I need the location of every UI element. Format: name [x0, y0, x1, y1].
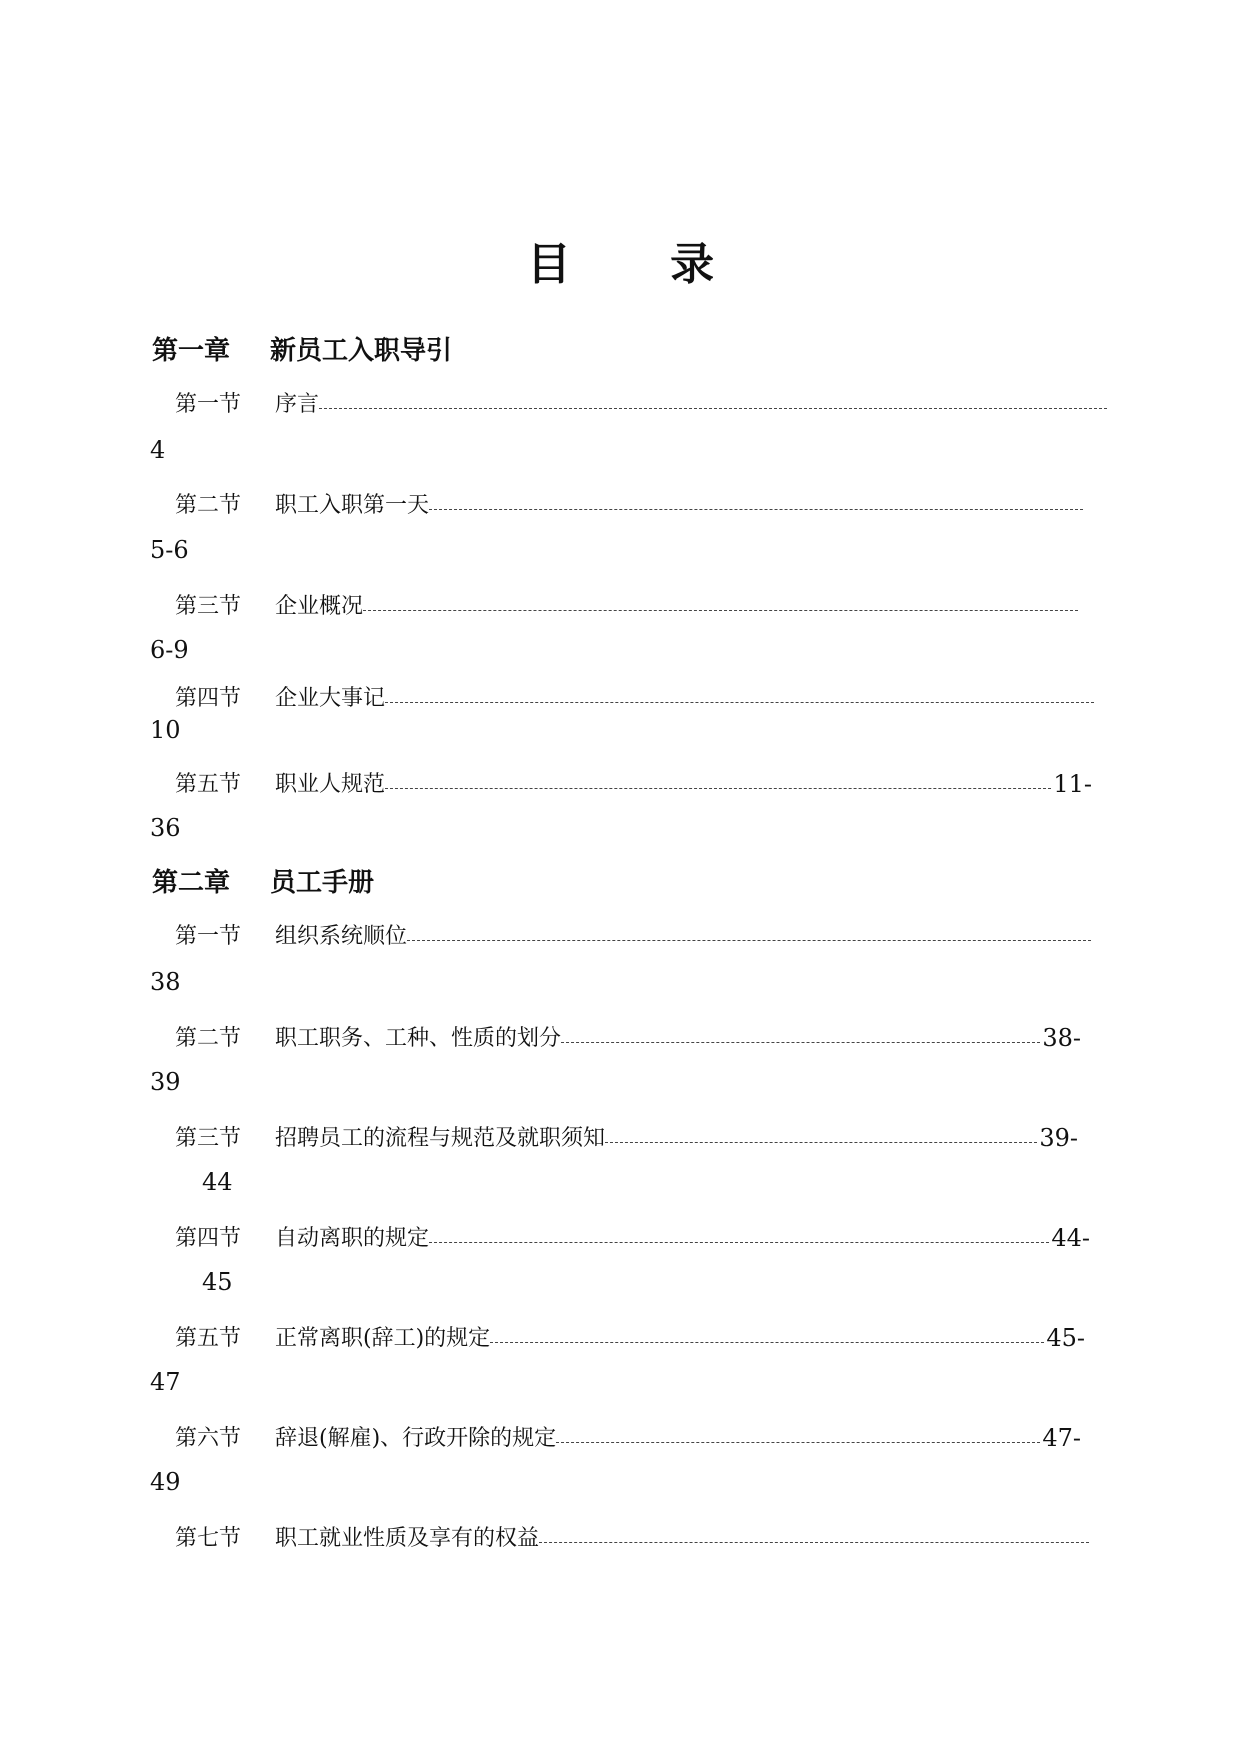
page-number: 39-	[1039, 1124, 1078, 1152]
section-number: 第四节	[175, 686, 242, 711]
section-number: 第五节	[175, 1326, 242, 1351]
page-number: 49	[150, 1468, 181, 1496]
section-number: 第五节	[175, 772, 242, 797]
toc-entry[interactable]	[175, 1018, 1081, 1052]
page-number: 11-	[1053, 770, 1092, 798]
section-title: 职工职务、工种、性质的划分	[275, 1026, 562, 1051]
toc-entry[interactable]	[175, 1318, 1085, 1352]
section-title: 职业人规范	[275, 772, 386, 797]
dot-leader	[490, 1342, 1044, 1343]
chapter-1-heading	[152, 330, 452, 367]
page-number: 47-	[1042, 1424, 1081, 1452]
toc-entry[interactable]	[175, 678, 1094, 712]
page-number: 38	[150, 968, 181, 996]
section-number: 第七节	[175, 1526, 242, 1551]
section-title: 辞退(解雇)、行政开除的规定	[275, 1426, 557, 1451]
section-title: 企业概况	[275, 594, 364, 619]
dot-leader	[385, 788, 1051, 789]
dot-leader	[319, 408, 1107, 409]
section-number: 第三节	[175, 1126, 242, 1151]
page-number: 5-6	[150, 536, 189, 564]
toc-entry[interactable]	[175, 586, 1078, 620]
page-number: 44-	[1051, 1224, 1090, 1252]
toc-entry[interactable]	[175, 485, 1083, 519]
page-number: 4	[150, 436, 166, 464]
dot-leader	[561, 1042, 1040, 1043]
dot-leader	[407, 940, 1091, 941]
section-number: 第三节	[175, 594, 242, 619]
toc-entry[interactable]	[175, 1418, 1081, 1452]
section-number: 第一节	[175, 392, 242, 417]
toc-title: 目 录	[526, 239, 757, 290]
dot-leader	[605, 1142, 1037, 1143]
page-number: 47	[150, 1368, 181, 1396]
chapter-2-heading	[152, 862, 374, 899]
chapter-title: 员工手册	[270, 868, 375, 898]
dot-leader	[539, 1542, 1089, 1543]
toc-entry[interactable]	[175, 1118, 1078, 1152]
dot-leader	[363, 610, 1078, 611]
section-number: 第一节	[175, 924, 242, 949]
chapter-title: 新员工入职导引	[270, 336, 453, 366]
section-title: 职工入职第一天	[275, 493, 430, 518]
toc-entry[interactable]	[175, 916, 1091, 950]
section-number: 第四节	[175, 1226, 242, 1251]
dot-leader	[429, 509, 1083, 510]
section-title: 招聘员工的流程与规范及就职须知	[275, 1126, 606, 1151]
page-number: 44	[202, 1168, 233, 1196]
toc-entry[interactable]	[175, 384, 1107, 418]
page-number: 38-	[1042, 1024, 1081, 1052]
page-number: 6-9	[150, 636, 189, 664]
page-number: 39	[150, 1068, 181, 1096]
toc-entry[interactable]	[175, 764, 1092, 798]
section-number: 第二节	[175, 1026, 242, 1051]
page-number: 36	[150, 814, 181, 842]
section-title: 组织系统顺位	[275, 924, 408, 949]
chapter-number: 第二章	[152, 868, 231, 898]
page-number: 45-	[1046, 1324, 1085, 1352]
dot-leader	[556, 1442, 1040, 1443]
page-number: 45	[202, 1268, 233, 1296]
page-number: 10	[150, 716, 181, 744]
chapter-number: 第一章	[152, 336, 231, 366]
section-number: 第六节	[175, 1426, 242, 1451]
section-title: 正常离职(辞工)的规定	[275, 1326, 491, 1351]
section-title: 职工就业性质及享有的权益	[275, 1526, 540, 1551]
section-title: 序言	[275, 392, 320, 417]
dot-leader	[429, 1242, 1049, 1243]
section-title: 企业大事记	[275, 686, 386, 711]
section-number: 第二节	[175, 493, 242, 518]
section-title: 自动离职的规定	[275, 1226, 430, 1251]
toc-entry[interactable]	[175, 1518, 1089, 1552]
toc-entry[interactable]	[175, 1218, 1090, 1252]
dot-leader	[385, 702, 1094, 703]
